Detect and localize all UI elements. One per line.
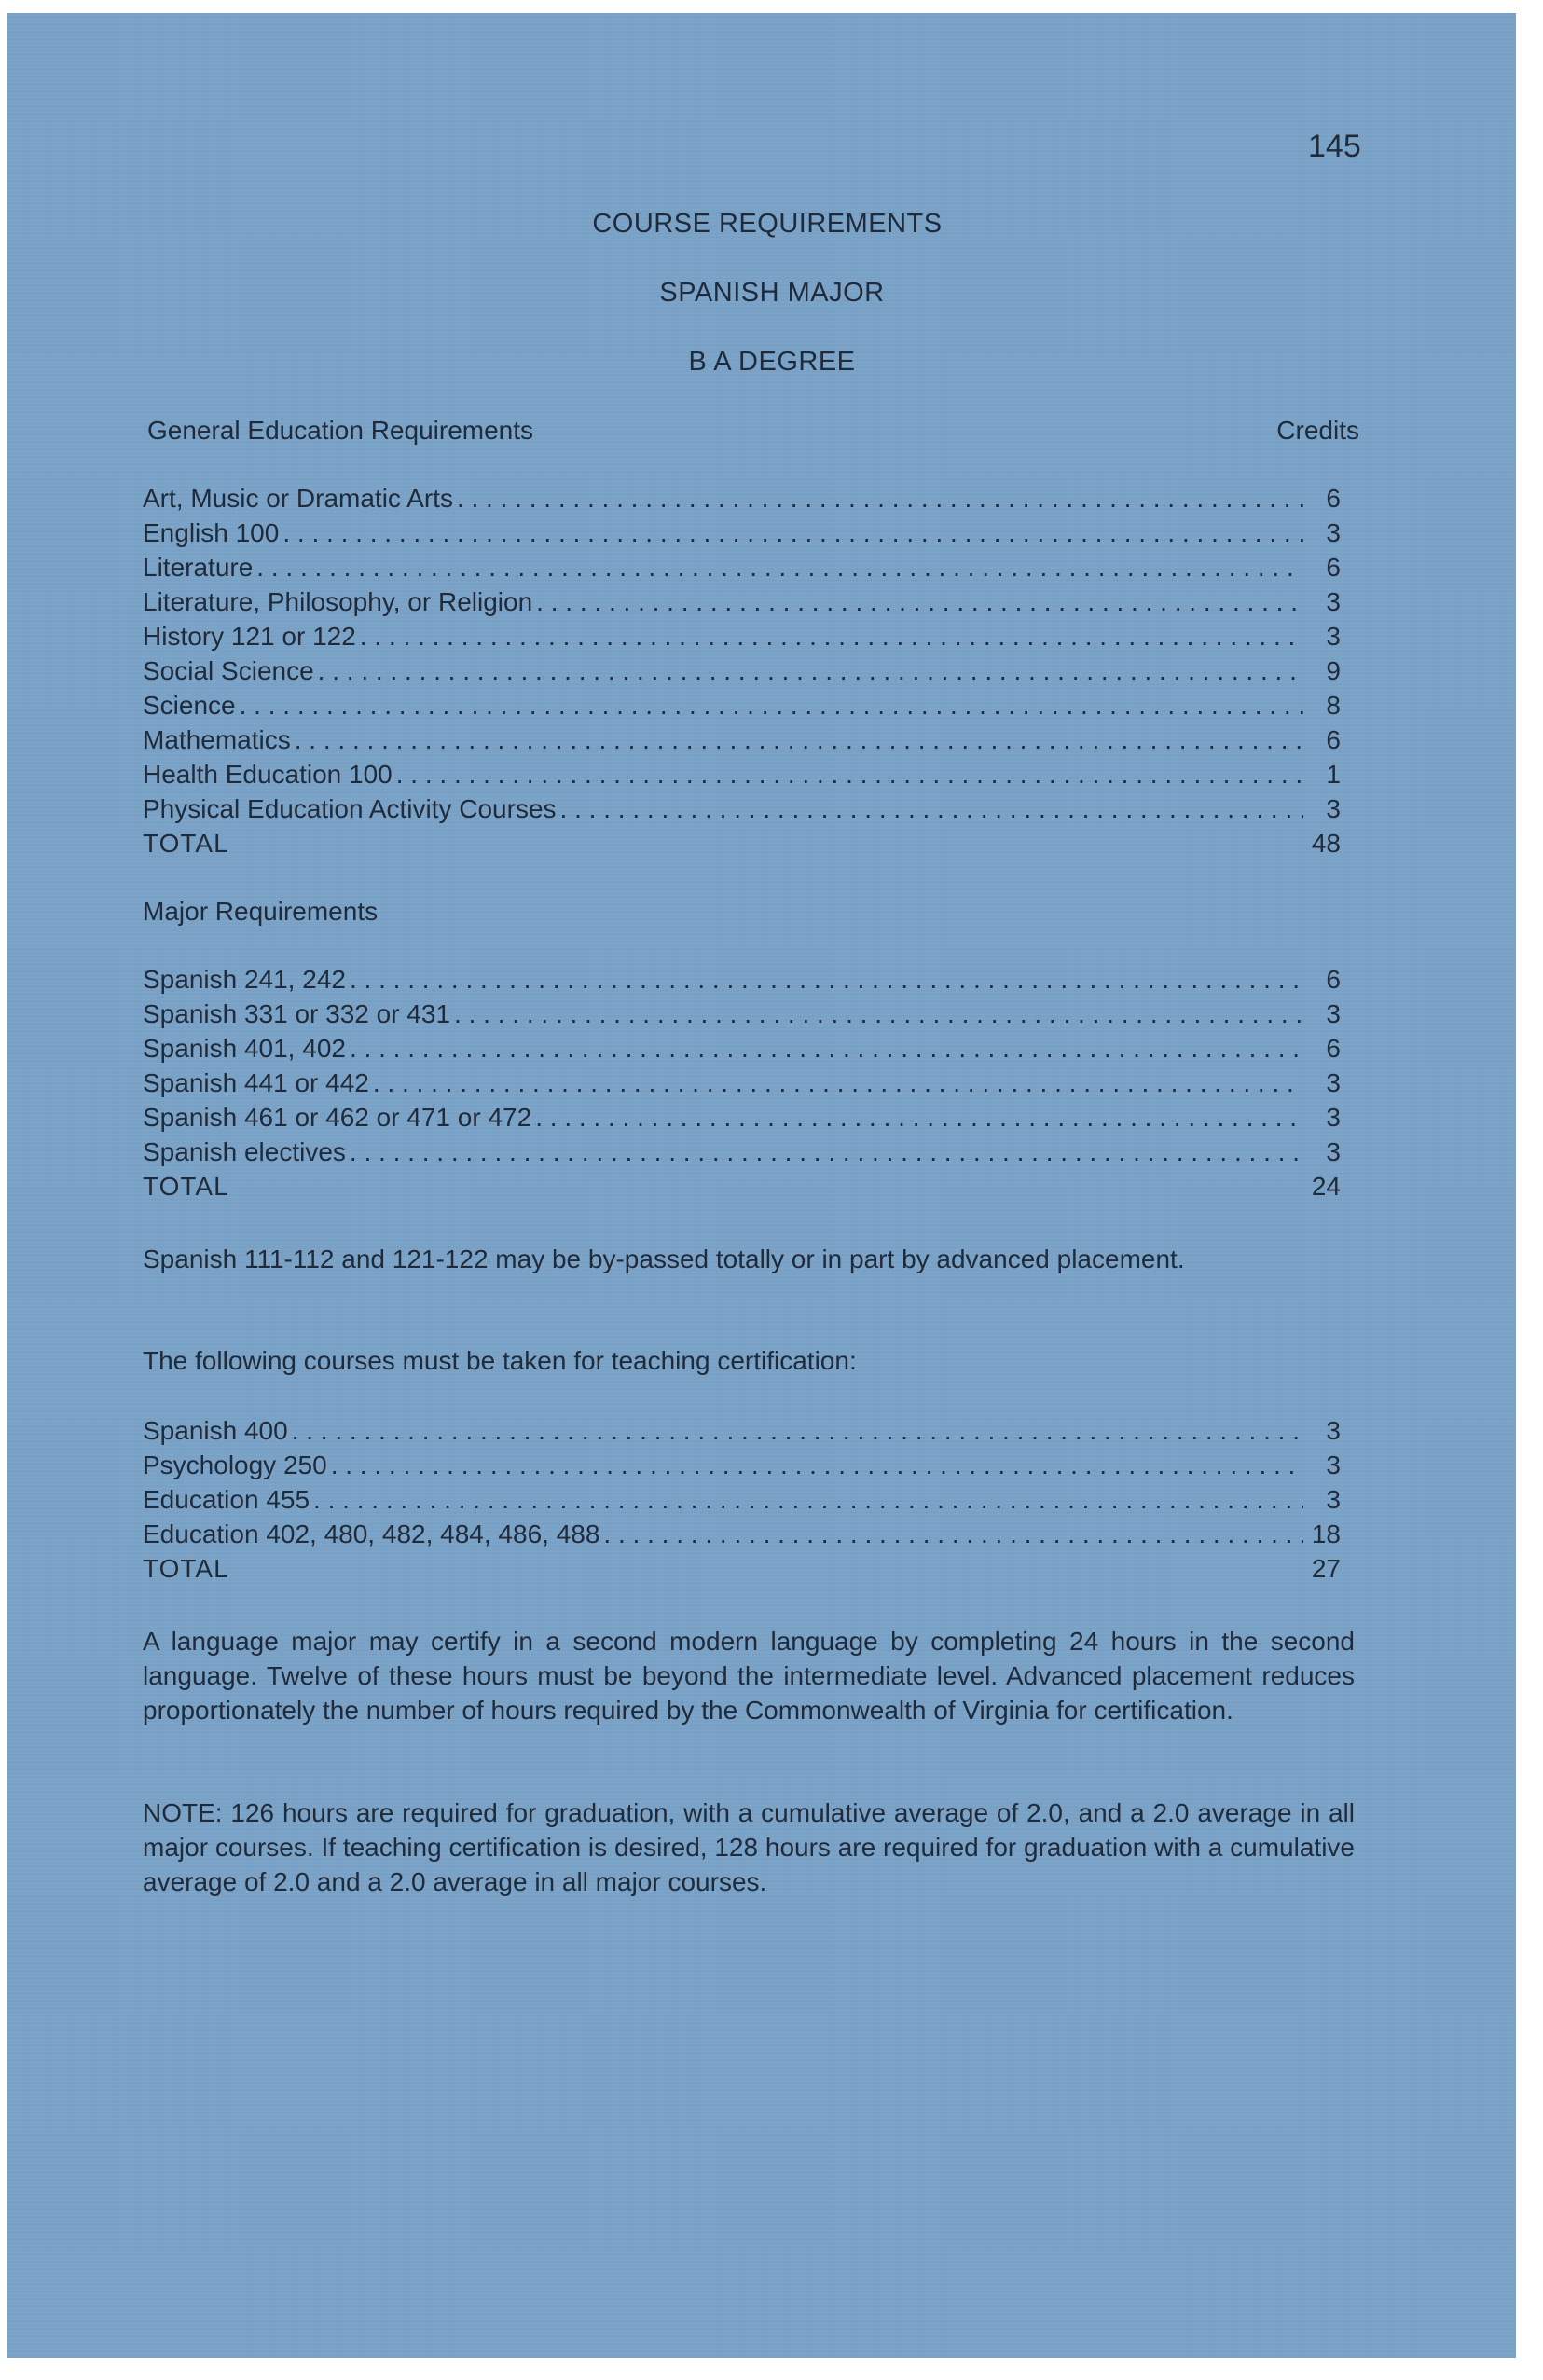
graduation-note-paragraph: NOTE: 126 hours are required for graduation, with a cumulative average of 2.0, and a 2.0 average in all major courses. If teaching certification is desired, 128 hours are required for graduation with a cumulative average of 2.0 and a 2.0 average in all major courses. — [143, 1798, 1355, 1896]
credit-value: 6 — [1326, 553, 1341, 582]
dot-leader — [313, 1484, 1303, 1516]
requirement-row — [143, 552, 1341, 584]
dot-leader — [256, 552, 1303, 584]
requirement-row — [143, 483, 1341, 515]
page-number: 145 — [1308, 129, 1361, 164]
dot-leader — [282, 517, 1303, 549]
dot-leader — [373, 1067, 1303, 1099]
requirement-row — [143, 964, 1341, 996]
course-label: Mathematics — [143, 725, 291, 754]
dot-leader — [350, 964, 1303, 996]
requirement-row — [143, 1102, 1341, 1134]
credit-value: 6 — [1326, 484, 1341, 513]
credit-value: 6 — [1326, 1034, 1341, 1063]
credits-column-header: Credits — [1276, 416, 1359, 445]
credit-value: 3 — [1326, 999, 1341, 1028]
total-label: TOTAL — [143, 1554, 229, 1583]
credit-value: 3 — [1326, 1103, 1341, 1132]
dot-leader — [454, 998, 1303, 1030]
dot-leader — [331, 1450, 1303, 1481]
course-label: Physical Education Activity Courses — [143, 794, 557, 823]
dot-leader — [396, 759, 1303, 791]
total-value: 27 — [1311, 1554, 1341, 1583]
total-label: TOTAL — [143, 1172, 229, 1201]
requirement-row — [143, 759, 1341, 791]
course-label: Spanish 400 — [143, 1416, 288, 1445]
total-row — [143, 1553, 1341, 1585]
requirement-row — [143, 1519, 1341, 1550]
course-label: History 121 or 122 — [143, 622, 356, 651]
dot-leader — [350, 1033, 1303, 1065]
requirement-row — [143, 655, 1341, 687]
requirement-row — [143, 724, 1341, 756]
course-label: Spanish 331 or 332 or 431 — [143, 999, 451, 1028]
credit-value: 3 — [1326, 622, 1341, 651]
course-label: Spanish electives — [143, 1137, 346, 1166]
credit-value: 3 — [1326, 1485, 1341, 1514]
advanced-placement-note: Spanish 111-112 and 121-122 may be by-passed totally or in part by advanced placement. — [143, 1245, 1185, 1273]
course-label: Spanish 241, 242 — [143, 965, 346, 994]
requirement-row — [143, 1450, 1341, 1481]
requirement-row — [143, 793, 1341, 825]
total-value: 24 — [1311, 1172, 1341, 1201]
requirement-row — [143, 998, 1341, 1030]
general-education-header — [147, 416, 1359, 446]
course-label: Education 402, 480, 482, 484, 486, 488 — [143, 1520, 600, 1548]
credit-value: 3 — [1326, 1068, 1341, 1097]
credit-value: 3 — [1326, 518, 1341, 547]
credit-value: 8 — [1326, 691, 1341, 720]
course-label: Social Science — [143, 656, 314, 685]
dot-leader — [535, 1102, 1303, 1134]
dot-leader — [457, 483, 1303, 515]
course-label: Spanish 461 or 462 or 471 or 472 — [143, 1103, 532, 1132]
certification-intro: The following courses must be taken for teaching certification: — [143, 1346, 857, 1375]
total-row — [143, 1171, 1341, 1203]
course-label: Science — [143, 691, 236, 720]
course-label: Literature, Philosophy, or Religion — [143, 587, 533, 616]
dot-leader — [295, 724, 1303, 756]
major-requirements-title: Major Requirements — [143, 897, 379, 926]
dot-leader — [350, 1136, 1303, 1168]
dot-leader — [603, 1519, 1303, 1550]
course-label: Health Education 100 — [143, 760, 393, 789]
requirement-row — [143, 1033, 1341, 1065]
course-label: Psychology 250 — [143, 1451, 327, 1479]
dot-leader — [292, 1415, 1303, 1447]
requirement-row — [143, 1484, 1341, 1516]
requirement-row — [143, 690, 1341, 722]
page-title: COURSE REQUIREMENTS — [592, 209, 943, 239]
requirement-row — [143, 1136, 1341, 1168]
dot-leader — [240, 690, 1303, 722]
degree-title: B A DEGREE — [688, 347, 856, 377]
requirement-row — [143, 1415, 1341, 1447]
dot-leader — [536, 586, 1303, 618]
requirement-row — [143, 586, 1341, 618]
requirement-row — [143, 1067, 1341, 1099]
dot-leader — [360, 621, 1303, 653]
requirement-row — [143, 621, 1341, 653]
major-requirements-header — [143, 897, 1355, 927]
total-value: 48 — [1311, 829, 1341, 858]
course-label: Spanish 401, 402 — [143, 1034, 346, 1063]
credit-value: 3 — [1326, 794, 1341, 823]
course-label: Education 455 — [143, 1485, 310, 1514]
course-label: English 100 — [143, 518, 280, 547]
credit-value: 9 — [1326, 656, 1341, 685]
dot-leader — [318, 655, 1303, 687]
dot-leader — [560, 793, 1303, 825]
total-row — [143, 828, 1341, 860]
credit-value: 3 — [1326, 1137, 1341, 1166]
credit-value: 3 — [1326, 1451, 1341, 1479]
credit-value: 1 — [1326, 760, 1341, 789]
major-title: SPANISH MAJOR — [659, 278, 885, 308]
general-education-title: General Education Requirements — [147, 416, 534, 445]
course-label: Spanish 441 or 442 — [143, 1068, 369, 1097]
course-label: Art, Music or Dramatic Arts — [143, 484, 453, 513]
credit-value: 6 — [1326, 725, 1341, 754]
total-label: TOTAL — [143, 829, 229, 858]
requirement-row — [143, 517, 1341, 549]
document-page — [7, 13, 1516, 2358]
credit-value: 6 — [1326, 965, 1341, 994]
credit-value: 18 — [1311, 1520, 1341, 1548]
credit-value: 3 — [1326, 1416, 1341, 1445]
second-language-paragraph: A language major may certify in a second modern language by completing 24 hours in the second language. Twelve of these hours must be beyond the intermediate level. Advanced placement reduces proportionately the number of hours required by the Commonwealth of Virginia for certification. — [143, 1627, 1355, 1725]
credit-value: 3 — [1326, 587, 1341, 616]
course-label: Literature — [143, 553, 254, 582]
